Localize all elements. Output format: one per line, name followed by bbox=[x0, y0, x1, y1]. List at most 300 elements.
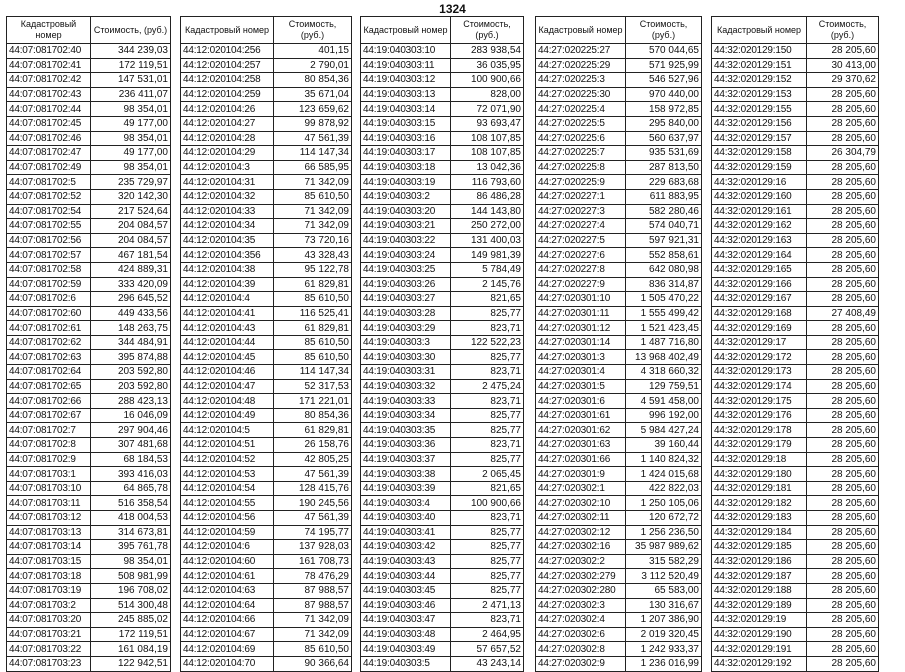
cadastral-number-cell: 44:07:081702:55 bbox=[7, 219, 91, 234]
table-row bbox=[181, 350, 352, 365]
cost-cell: 35 987 989,62 bbox=[626, 540, 702, 555]
table-row bbox=[712, 73, 879, 88]
cost-cell: 28 205,60 bbox=[807, 423, 879, 438]
cost-cell: 28 205,60 bbox=[807, 189, 879, 204]
cost-cell: 283 938,54 bbox=[451, 44, 524, 59]
table-row bbox=[536, 438, 702, 453]
cadastral-number-cell: 44:32:020129:151 bbox=[712, 58, 807, 73]
cadastral-number-cell: 44:27:020302:6 bbox=[536, 627, 626, 642]
cost-cell: 825,77 bbox=[451, 350, 524, 365]
table-row bbox=[712, 423, 879, 438]
cadastral-number-cell: 44:32:020129:160 bbox=[712, 189, 807, 204]
table-row bbox=[536, 496, 702, 511]
cadastral-number-cell: 44:32:020129:187 bbox=[712, 569, 807, 584]
cadastral-number-cell: 44:07:081702:40 bbox=[7, 44, 91, 59]
table-row bbox=[7, 423, 171, 438]
cadastral-number-cell: 44:27:020302:280 bbox=[536, 583, 626, 598]
table-row bbox=[181, 189, 352, 204]
cadastral-number-cell: 44:32:020129:182 bbox=[712, 496, 807, 511]
cost-cell: 320 142,30 bbox=[91, 189, 171, 204]
cadastral-number-cell: 44:32:020129:184 bbox=[712, 525, 807, 540]
cost-cell: 2 790,01 bbox=[274, 58, 352, 73]
table-row bbox=[712, 248, 879, 263]
cadastral-number-cell: 44:19:040303:3 bbox=[361, 335, 451, 350]
cadastral-number-cell: 44:07:081702:52 bbox=[7, 189, 91, 204]
table-row bbox=[181, 467, 352, 482]
table-row bbox=[7, 613, 171, 628]
table-row bbox=[712, 116, 879, 131]
cost-cell: 86 486,28 bbox=[451, 189, 524, 204]
cadastral-number-cell: 44:07:081702:66 bbox=[7, 394, 91, 409]
cost-cell: 100 900,66 bbox=[451, 496, 524, 511]
table-row bbox=[181, 248, 352, 263]
cost-cell: 996 192,00 bbox=[626, 408, 702, 423]
cadastral-number-cell: 44:19:040303:49 bbox=[361, 642, 451, 657]
cost-cell: 28 205,60 bbox=[807, 496, 879, 511]
cost-cell: 28 205,60 bbox=[807, 379, 879, 394]
table-row bbox=[361, 452, 524, 467]
cost-cell: 130 316,67 bbox=[626, 598, 702, 613]
cadastral-number-cell: 44:19:040303:31 bbox=[361, 365, 451, 380]
table-row bbox=[7, 219, 171, 234]
cost-cell: 85 610,50 bbox=[274, 292, 352, 307]
table-row bbox=[181, 262, 352, 277]
cost-cell: 28 205,60 bbox=[807, 160, 879, 175]
table-row bbox=[712, 233, 879, 248]
cost-cell: 203 592,80 bbox=[91, 365, 171, 380]
cost-table-2 bbox=[180, 16, 352, 672]
cadastral-number-cell: 44:19:040303:28 bbox=[361, 306, 451, 321]
cadastral-number-cell: 44:32:020129:173 bbox=[712, 365, 807, 380]
cadastral-number-cell: 44:27:020301:11 bbox=[536, 306, 626, 321]
cost-cell: 4 591 458,00 bbox=[626, 394, 702, 409]
cost-cell: 825,77 bbox=[451, 306, 524, 321]
table-row bbox=[361, 73, 524, 88]
table-row bbox=[361, 642, 524, 657]
cadastral-number-cell: 44:27:020301:63 bbox=[536, 438, 626, 453]
cost-cell: 85 610,50 bbox=[274, 335, 352, 350]
cost-cell: 30 413,00 bbox=[807, 58, 879, 73]
cadastral-number-cell: 44:12:020104:4 bbox=[181, 292, 274, 307]
cadastral-number-cell: 44:07:081703:11 bbox=[7, 496, 91, 511]
table-row bbox=[536, 598, 702, 613]
cost-table-4 bbox=[535, 16, 702, 672]
cost-cell: 1 242 933,37 bbox=[626, 642, 702, 657]
cadastral-number-cell: 44:07:081702:61 bbox=[7, 321, 91, 336]
table-row bbox=[712, 204, 879, 219]
cadastral-number-cell: 44:19:040303:26 bbox=[361, 277, 451, 292]
cadastral-number-cell: 44:07:081702:49 bbox=[7, 160, 91, 175]
cadastral-number-cell: 44:32:020129:156 bbox=[712, 116, 807, 131]
table-row bbox=[712, 219, 879, 234]
table-row bbox=[7, 365, 171, 380]
table-row bbox=[7, 481, 171, 496]
table-row bbox=[7, 248, 171, 263]
cost-cell: 823,71 bbox=[451, 438, 524, 453]
cost-cell: 73 720,16 bbox=[274, 233, 352, 248]
cost-cell: 47 561,39 bbox=[274, 467, 352, 482]
cadastral-number-cell: 44:27:020225:30 bbox=[536, 87, 626, 102]
cost-cell: 39 160,44 bbox=[626, 438, 702, 453]
cadastral-number-cell: 44:19:040303:10 bbox=[361, 44, 451, 59]
cost-cell: 28 205,60 bbox=[807, 511, 879, 526]
table-row bbox=[7, 656, 171, 671]
table-row bbox=[361, 379, 524, 394]
table-row bbox=[361, 467, 524, 482]
cadastral-number-cell: 44:07:081703:21 bbox=[7, 627, 91, 642]
cost-cell: 147 531,01 bbox=[91, 73, 171, 88]
table-row bbox=[536, 335, 702, 350]
cadastral-number-cell: 44:07:081702:56 bbox=[7, 233, 91, 248]
cost-cell: 4 318 660,32 bbox=[626, 365, 702, 380]
table-row bbox=[361, 613, 524, 628]
cost-cell: 516 358,54 bbox=[91, 496, 171, 511]
table-row bbox=[536, 175, 702, 190]
cost-cell: 28 205,60 bbox=[807, 569, 879, 584]
table-row bbox=[361, 321, 524, 336]
table-row bbox=[712, 321, 879, 336]
table-row bbox=[536, 189, 702, 204]
cost-cell: 26 158,76 bbox=[274, 438, 352, 453]
cost-cell: 28 205,60 bbox=[807, 233, 879, 248]
cadastral-number-cell: 44:19:040303:34 bbox=[361, 408, 451, 423]
table-row bbox=[7, 379, 171, 394]
cadastral-number-cell: 44:19:040303:18 bbox=[361, 160, 451, 175]
header-cadastral-number: Кадастровый номер bbox=[536, 17, 626, 44]
table-row bbox=[7, 335, 171, 350]
cost-cell: 245 885,02 bbox=[91, 613, 171, 628]
table-row bbox=[361, 277, 524, 292]
table-row bbox=[361, 233, 524, 248]
table-row bbox=[7, 102, 171, 117]
table-row bbox=[181, 569, 352, 584]
table-row bbox=[361, 656, 524, 671]
cadastral-number-cell: 44:27:020302:279 bbox=[536, 569, 626, 584]
cadastral-number-cell: 44:07:081702:41 bbox=[7, 58, 91, 73]
cost-cell: 1 505 470,22 bbox=[626, 292, 702, 307]
cadastral-number-cell: 44:27:020301:62 bbox=[536, 423, 626, 438]
cadastral-number-cell: 44:32:020129:169 bbox=[712, 321, 807, 336]
cost-cell: 825,77 bbox=[451, 554, 524, 569]
cost-cell: 28 205,60 bbox=[807, 44, 879, 59]
cadastral-number-cell: 44:32:020129:161 bbox=[712, 204, 807, 219]
cadastral-number-cell: 44:19:040303:40 bbox=[361, 511, 451, 526]
cadastral-number-cell: 44:12:020104:3 bbox=[181, 160, 274, 175]
cadastral-number-cell: 44:12:020104:67 bbox=[181, 627, 274, 642]
cadastral-number-cell: 44:19:040303:24 bbox=[361, 248, 451, 263]
cadastral-number-cell: 44:12:020104:41 bbox=[181, 306, 274, 321]
cadastral-number-cell: 44:19:040303:48 bbox=[361, 627, 451, 642]
cadastral-number-cell: 44:27:020301:5 bbox=[536, 379, 626, 394]
cost-cell: 28 205,60 bbox=[807, 292, 879, 307]
table-row bbox=[181, 540, 352, 555]
cadastral-number-cell: 44:32:020129:185 bbox=[712, 540, 807, 555]
cost-cell: 95 122,78 bbox=[274, 262, 352, 277]
cost-cell: 98 354,01 bbox=[91, 131, 171, 146]
table-row bbox=[712, 656, 879, 671]
cost-cell: 401,15 bbox=[274, 44, 352, 59]
cadastral-number-cell: 44:32:020129:17 bbox=[712, 335, 807, 350]
cost-cell: 823,71 bbox=[451, 394, 524, 409]
table-row bbox=[361, 219, 524, 234]
cadastral-number-cell: 44:19:040303:15 bbox=[361, 116, 451, 131]
cost-cell: 2 471,13 bbox=[451, 598, 524, 613]
table-row bbox=[361, 335, 524, 350]
cadastral-number-cell: 44:19:040303:11 bbox=[361, 58, 451, 73]
cadastral-number-cell: 44:27:020227:3 bbox=[536, 204, 626, 219]
cadastral-number-cell: 44:19:040303:14 bbox=[361, 102, 451, 117]
cost-cell: 49 177,00 bbox=[91, 116, 171, 131]
cost-cell: 52 317,53 bbox=[274, 379, 352, 394]
cadastral-number-cell: 44:19:040303:16 bbox=[361, 131, 451, 146]
cadastral-number-cell: 44:12:020104:38 bbox=[181, 262, 274, 277]
table-row bbox=[536, 525, 702, 540]
cost-cell: 29 370,62 bbox=[807, 73, 879, 88]
table-row bbox=[7, 189, 171, 204]
cadastral-number-cell: 44:12:020104:39 bbox=[181, 277, 274, 292]
table-row bbox=[712, 175, 879, 190]
table-row bbox=[7, 204, 171, 219]
header-cadastral-number: Кадастровый номер bbox=[7, 17, 91, 44]
cost-cell: 28 205,60 bbox=[807, 467, 879, 482]
cadastral-number-cell: 44:12:020104:26 bbox=[181, 102, 274, 117]
table-row bbox=[181, 583, 352, 598]
cost-cell: 93 693,47 bbox=[451, 116, 524, 131]
cadastral-number-cell: 44:07:081702:45 bbox=[7, 116, 91, 131]
cadastral-number-cell: 44:19:040303:44 bbox=[361, 569, 451, 584]
table-row bbox=[712, 540, 879, 555]
page-number: 1324 bbox=[439, 2, 466, 16]
cadastral-number-cell: 44:12:020104:66 bbox=[181, 613, 274, 628]
table-row bbox=[712, 262, 879, 277]
cost-cell: 217 524,64 bbox=[91, 204, 171, 219]
cost-cell: 85 610,50 bbox=[274, 189, 352, 204]
cost-cell: 161 708,73 bbox=[274, 554, 352, 569]
table-row bbox=[7, 262, 171, 277]
cadastral-number-cell: 44:32:020129:150 bbox=[712, 44, 807, 59]
table-row bbox=[181, 423, 352, 438]
cadastral-number-cell: 44:27:020301:9 bbox=[536, 467, 626, 482]
cadastral-number-cell: 44:12:020104:257 bbox=[181, 58, 274, 73]
cost-cell: 98 354,01 bbox=[91, 160, 171, 175]
cost-cell: 1 140 824,32 bbox=[626, 452, 702, 467]
cadastral-number-cell: 44:27:020301:12 bbox=[536, 321, 626, 336]
cost-cell: 508 981,99 bbox=[91, 569, 171, 584]
cadastral-number-cell: 44:07:081703:23 bbox=[7, 656, 91, 671]
table-row bbox=[712, 511, 879, 526]
cost-cell: 71 342,09 bbox=[274, 175, 352, 190]
cadastral-number-cell: 44:07:081702:47 bbox=[7, 146, 91, 161]
table-row bbox=[536, 116, 702, 131]
cadastral-number-cell: 44:32:020129:191 bbox=[712, 642, 807, 657]
cadastral-number-cell: 44:12:020104:33 bbox=[181, 204, 274, 219]
cost-cell: 57 657,52 bbox=[451, 642, 524, 657]
table-row bbox=[536, 321, 702, 336]
table-row bbox=[361, 481, 524, 496]
cost-cell: 90 366,64 bbox=[274, 656, 352, 671]
table-row bbox=[361, 423, 524, 438]
cadastral-number-cell: 44:27:020302:2 bbox=[536, 554, 626, 569]
cost-cell: 137 928,03 bbox=[274, 540, 352, 555]
cost-cell: 171 221,01 bbox=[274, 394, 352, 409]
cadastral-number-cell: 44:32:020129:157 bbox=[712, 131, 807, 146]
cost-cell: 85 610,50 bbox=[274, 350, 352, 365]
cadastral-number-cell: 44:12:020104:63 bbox=[181, 583, 274, 598]
cadastral-number-cell: 44:19:040303:22 bbox=[361, 233, 451, 248]
table-row bbox=[536, 394, 702, 409]
cadastral-number-cell: 44:27:020225:4 bbox=[536, 102, 626, 117]
cadastral-number-cell: 44:19:040303:42 bbox=[361, 540, 451, 555]
cost-cell: 80 854,36 bbox=[274, 408, 352, 423]
cost-cell: 98 354,01 bbox=[91, 554, 171, 569]
cost-cell: 28 205,60 bbox=[807, 656, 879, 671]
cost-cell: 61 829,81 bbox=[274, 321, 352, 336]
cost-cell: 287 813,50 bbox=[626, 160, 702, 175]
cost-table-3 bbox=[360, 16, 524, 672]
table-row bbox=[712, 102, 879, 117]
cadastral-number-cell: 44:27:020227:6 bbox=[536, 248, 626, 263]
cost-cell: 424 889,31 bbox=[91, 262, 171, 277]
table-row bbox=[536, 102, 702, 117]
table-row bbox=[536, 146, 702, 161]
cost-cell: 35 671,04 bbox=[274, 87, 352, 102]
cadastral-number-cell: 44:32:020129:16 bbox=[712, 175, 807, 190]
cadastral-number-cell: 44:19:040303:17 bbox=[361, 146, 451, 161]
table-row bbox=[712, 583, 879, 598]
cost-cell: 28 205,60 bbox=[807, 598, 879, 613]
cost-cell: 114 147,34 bbox=[274, 146, 352, 161]
cadastral-number-cell: 44:07:081702:62 bbox=[7, 335, 91, 350]
cost-cell: 128 415,76 bbox=[274, 481, 352, 496]
cost-cell: 295 840,00 bbox=[626, 116, 702, 131]
cadastral-number-cell: 44:19:040303:4 bbox=[361, 496, 451, 511]
cadastral-number-cell: 44:19:040303:39 bbox=[361, 481, 451, 496]
table-row bbox=[361, 175, 524, 190]
table-row bbox=[712, 131, 879, 146]
table-row bbox=[536, 554, 702, 569]
cadastral-number-cell: 44:32:020129:165 bbox=[712, 262, 807, 277]
cadastral-number-cell: 44:07:081702:59 bbox=[7, 277, 91, 292]
table-row bbox=[7, 321, 171, 336]
cost-cell: 288 423,13 bbox=[91, 394, 171, 409]
table-row bbox=[181, 438, 352, 453]
cost-cell: 2 065,45 bbox=[451, 467, 524, 482]
cadastral-number-cell: 44:32:020129:190 bbox=[712, 627, 807, 642]
cadastral-number-cell: 44:32:020129:179 bbox=[712, 438, 807, 453]
table-row bbox=[712, 277, 879, 292]
cost-cell: 71 342,09 bbox=[274, 219, 352, 234]
cost-cell: 574 040,71 bbox=[626, 219, 702, 234]
table-row bbox=[181, 365, 352, 380]
table-row bbox=[7, 233, 171, 248]
cost-cell: 158 972,85 bbox=[626, 102, 702, 117]
table-row bbox=[361, 292, 524, 307]
cost-cell: 148 263,75 bbox=[91, 321, 171, 336]
cost-cell: 28 205,60 bbox=[807, 219, 879, 234]
cadastral-number-cell: 44:07:081702:63 bbox=[7, 350, 91, 365]
cost-cell: 28 205,60 bbox=[807, 481, 879, 496]
cadastral-number-cell: 44:12:020104:6 bbox=[181, 540, 274, 555]
cost-cell: 172 119,51 bbox=[91, 58, 171, 73]
cadastral-number-cell: 44:32:020129:188 bbox=[712, 583, 807, 598]
cadastral-number-cell: 44:32:020129:163 bbox=[712, 233, 807, 248]
cadastral-number-cell: 44:12:020104:46 bbox=[181, 365, 274, 380]
table-row bbox=[7, 642, 171, 657]
cost-cell: 196 708,02 bbox=[91, 583, 171, 598]
table-row bbox=[712, 481, 879, 496]
table-row bbox=[7, 73, 171, 88]
cost-cell: 98 354,01 bbox=[91, 102, 171, 117]
cadastral-number-cell: 44:27:020301:61 bbox=[536, 408, 626, 423]
table-row bbox=[181, 102, 352, 117]
cost-cell: 315 582,29 bbox=[626, 554, 702, 569]
cadastral-number-cell: 44:27:020301:4 bbox=[536, 365, 626, 380]
cost-cell: 1 555 499,42 bbox=[626, 306, 702, 321]
cost-cell: 99 878,92 bbox=[274, 116, 352, 131]
cost-cell: 71 342,09 bbox=[274, 613, 352, 628]
cost-cell: 87 988,57 bbox=[274, 583, 352, 598]
cadastral-number-cell: 44:19:040303:2 bbox=[361, 189, 451, 204]
table-row bbox=[712, 44, 879, 59]
table-row bbox=[361, 146, 524, 161]
cadastral-number-cell: 44:19:040303:41 bbox=[361, 525, 451, 540]
table-row bbox=[361, 160, 524, 175]
cost-cell: 149 981,39 bbox=[451, 248, 524, 263]
cost-cell: 108 107,85 bbox=[451, 146, 524, 161]
table-row bbox=[361, 204, 524, 219]
cadastral-number-cell: 44:12:020104:52 bbox=[181, 452, 274, 467]
cost-cell: 43 243,14 bbox=[451, 656, 524, 671]
cadastral-number-cell: 44:07:081702:57 bbox=[7, 248, 91, 263]
header-cost: Стоимость, (руб.) bbox=[451, 17, 524, 44]
cost-cell: 204 084,57 bbox=[91, 219, 171, 234]
table-row bbox=[361, 350, 524, 365]
cadastral-number-cell: 44:07:081702:8 bbox=[7, 438, 91, 453]
cost-cell: 935 531,69 bbox=[626, 146, 702, 161]
cost-cell: 229 683,68 bbox=[626, 175, 702, 190]
table-row bbox=[361, 525, 524, 540]
cadastral-number-cell: 44:32:020129:155 bbox=[712, 102, 807, 117]
cost-cell: 825,77 bbox=[451, 583, 524, 598]
cadastral-number-cell: 44:32:020129:189 bbox=[712, 598, 807, 613]
cadastral-number-cell: 44:32:020129:166 bbox=[712, 277, 807, 292]
cost-cell: 28 205,60 bbox=[807, 175, 879, 190]
cadastral-number-cell: 44:12:020104:256 bbox=[181, 44, 274, 59]
cost-cell: 825,77 bbox=[451, 540, 524, 555]
cost-cell: 71 342,09 bbox=[274, 627, 352, 642]
cadastral-number-cell: 44:27:020301:10 bbox=[536, 292, 626, 307]
cadastral-number-cell: 44:27:020302:11 bbox=[536, 511, 626, 526]
cadastral-number-cell: 44:12:020104:258 bbox=[181, 73, 274, 88]
table-row bbox=[712, 189, 879, 204]
table-row bbox=[536, 204, 702, 219]
cadastral-number-cell: 44:32:020129:153 bbox=[712, 87, 807, 102]
cost-cell: 393 416,03 bbox=[91, 467, 171, 482]
cadastral-number-cell: 44:19:040303:12 bbox=[361, 73, 451, 88]
table-row bbox=[536, 613, 702, 628]
cadastral-number-cell: 44:19:040303:43 bbox=[361, 554, 451, 569]
cadastral-number-cell: 44:07:081703:15 bbox=[7, 554, 91, 569]
cadastral-number-cell: 44:07:081702:65 bbox=[7, 379, 91, 394]
cost-cell: 514 300,48 bbox=[91, 598, 171, 613]
cost-cell: 307 481,68 bbox=[91, 438, 171, 453]
table-row bbox=[536, 248, 702, 263]
table-row bbox=[712, 452, 879, 467]
table-row bbox=[536, 131, 702, 146]
cost-cell: 250 272,00 bbox=[451, 219, 524, 234]
table-row bbox=[361, 598, 524, 613]
cadastral-number-cell: 44:07:081702:64 bbox=[7, 365, 91, 380]
